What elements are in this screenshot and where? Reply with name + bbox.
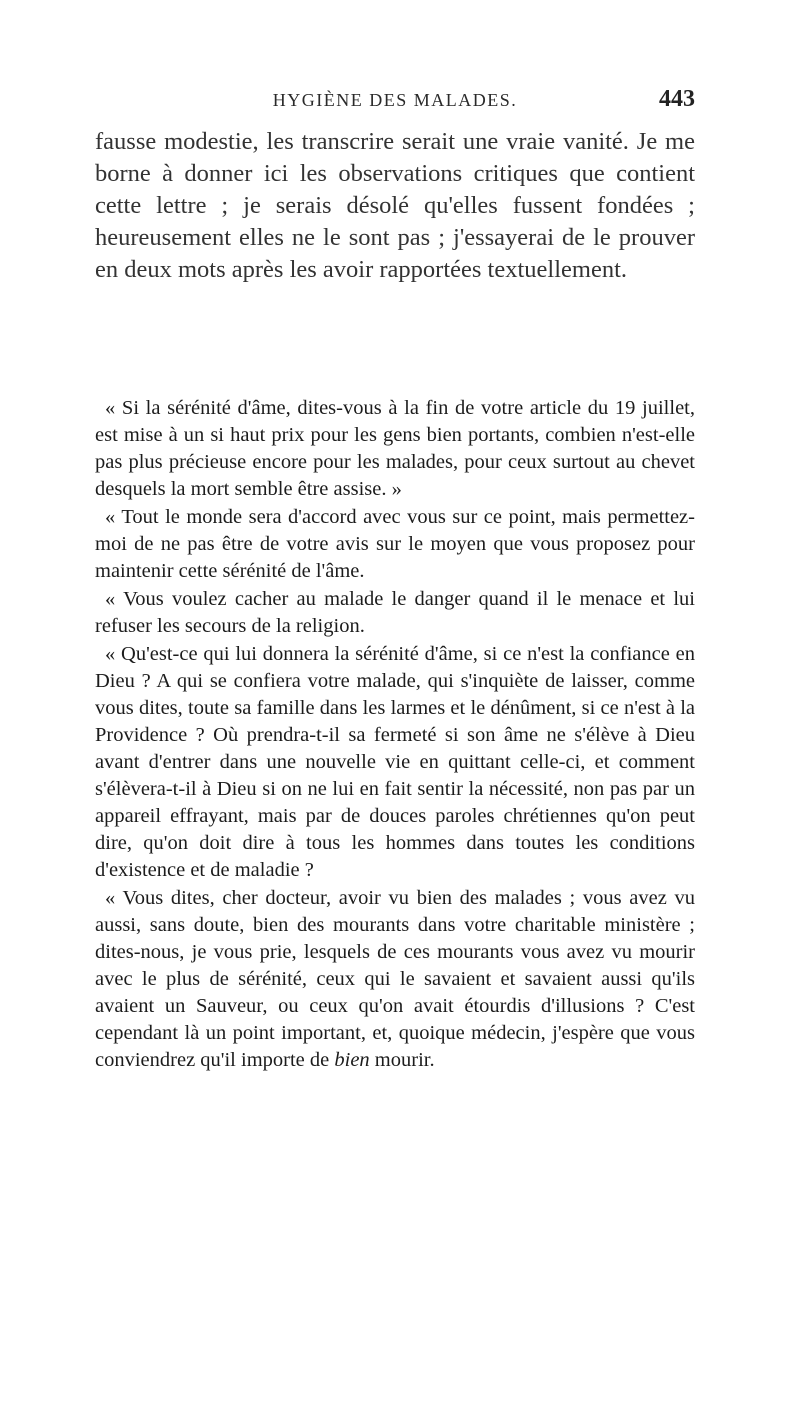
quote-paragraph-1: « Si la sérénité d'âme, dites-vous à la fin de votre article du 19 juillet, est mise à un si haut prix pour les gens bien portants, combien n'est-elle pas plus précieuse encore pour les malades, pour ceux surtout au chevet desquels la mort semble être assise. » [95,397,695,500]
quote-paragraph-4: « Qu'est-ce qui lui donnera la sérénité d'âme, si ce n'est la confiance en Dieu ? A qui se confiera votre malade, qui s'inquiète de laisser, comme vous dites, toute sa famille dans les larmes et le dénûment, si ce n'est à la Providence ? Où prendra-t-il sa fermeté si son âme ne s'élève à Dieu avant d'entrer dans une nouvelle vie en quittant celle-ci, et comment s'élèvera-t-il à Dieu si on ne lui en fait sentir la nécessité, non pas par un appareil effrayant, mais par de douces paroles chrétiennes qu'on peut dire, qu'on doit dire à tous les hommes dans toutes les conditions d'existence et de maladie ? [95,643,695,881]
quote-paragraph-5 [95,885,695,1074]
running-head [95,86,695,116]
intro-paragraph: fausse modestie, les transcrire serait une vraie vanité. Je me borne à donner ici les observations critiques que contient cette lettre ; je serais désolé qu'elles fussent fondées ; heureusement elles ne le sont pas ; j'essayerai de le prouver en deux mots après les avoir rapportées textuellement. [95,128,695,283]
quote-paragraph-3: « Vous voulez cacher au malade le danger quand il le menace et lui refuser les secours de la religion. [95,588,695,637]
quote-paragraph-2: « Tout le monde sera d'accord avec vous sur ce point, mais permettez-moi de ne pas être de votre avis sur le moyen que vous proposez pour maintenir cette sérénité de l'âme. [95,506,695,582]
quote-paragraph-5-end: mourir. [369,1049,435,1071]
page-number: 443 [659,86,695,112]
quote-paragraph-5-text: « Vous dites, cher docteur, avoir vu bien des malades ; vous avez vu aussi, sans doute, bien des mourants dans votre charitable ministère ; dites-nous, je vous prie, lesquels de ces mourants vous avez vu mourir avec le plus de sérénité, ceux qui le savaient et savaient aussi qu'ils avaient un Sauveur, ou ceux qu'on avait étourdis d'illusions ? C'est cependant là un point important, et, quoique médecin, j'espère que vous conviendrez qu'il importe de [95,887,695,1071]
running-title: HYGIÈNE DES MALADES. [272,90,518,110]
quoted-letter [95,395,695,1074]
emphasis-word: bien [334,1049,370,1071]
intro-text-block [95,126,695,286]
